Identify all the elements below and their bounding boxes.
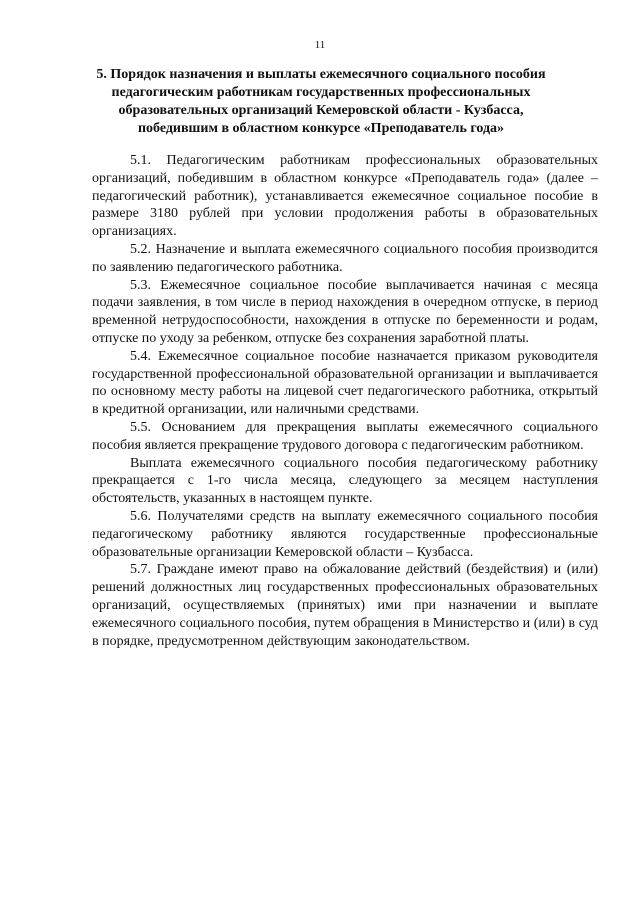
paragraph-5-3: 5.3. Ежемесячное социальное пособие выплачивается начиная с месяца подачи заявления, в том числе в период нахождения в очередном отпуске, в период временной нетрудоспособности, нахождения в отпуске по беременности и родам, отпуске по уходу за ребенком, отпуске без сохранения заработной платы.: [92, 277, 598, 346]
section-title: [92, 66, 550, 138]
paragraph-5-1: 5.1. Педагогическим работникам профессиональных образовательных организаций, победившим в областном конкурсе «Преподаватель года» (далее – педагогический работник), устанавливается ежемесячное социальное пособие в размере 3180 рублей при условии продолжения работы в образовательных организациях.: [92, 153, 598, 240]
paragraph-5-6: 5.6. Получателями средств на выплату ежемесячного социального пособия педагогическому работнику являются государственные профессиональные образовательные организации Кемеровской области – Кузбасса.: [92, 508, 598, 560]
paragraph-5-4: 5.4. Ежемесячное социальное пособие назначается приказом руководителя государственной профессиональной образовательной организации и выплачивается по основному месту работы на лицевой счет педагогического работника, открытый в кредитной организации, или наличными средствами.: [92, 348, 598, 418]
paragraph-5-7: 5.7. Граждане имеют право на обжалование действий (бездействия) и (или) решений должностных лиц государственных профессиональных образовательных организаций, осуществляемых (принятых) ими при назначении и выплате ежемесячного социального пособия, путем обращения в Министерство и (или) в суд в порядке, предусмотренном действующим законодательством.: [92, 562, 598, 649]
page-number: 11: [314, 39, 326, 51]
section-title-line: педагогическим работникам государственных профессиональных: [111, 85, 531, 100]
document-body: [92, 152, 598, 650]
paragraph-5-5: 5.5. Основанием для прекращения выплаты ежемесячного социального пособия является прекращение трудового договора с педагогическим работником.: [92, 419, 598, 453]
paragraph-5-2: 5.2. Назначение и выплата ежемесячного социального пособия производится по заявлению педагогического работника.: [92, 241, 598, 275]
section-title-line: победившим в областном конкурсе «Преподаватель года»: [137, 121, 505, 136]
paragraph-5-5-continued: Выплата ежемесячного социального пособия педагогическому работнику прекращается с 1-го числа месяца, следующего за месяцем наступления обстоятельств, указанных в настоящем пункте.: [92, 455, 598, 507]
section-title-line: образовательных организаций Кемеровской области - Кузбасса,: [118, 103, 524, 118]
section-title-line: 5. Порядок назначения и выплаты ежемесячного социального пособия: [96, 67, 546, 82]
